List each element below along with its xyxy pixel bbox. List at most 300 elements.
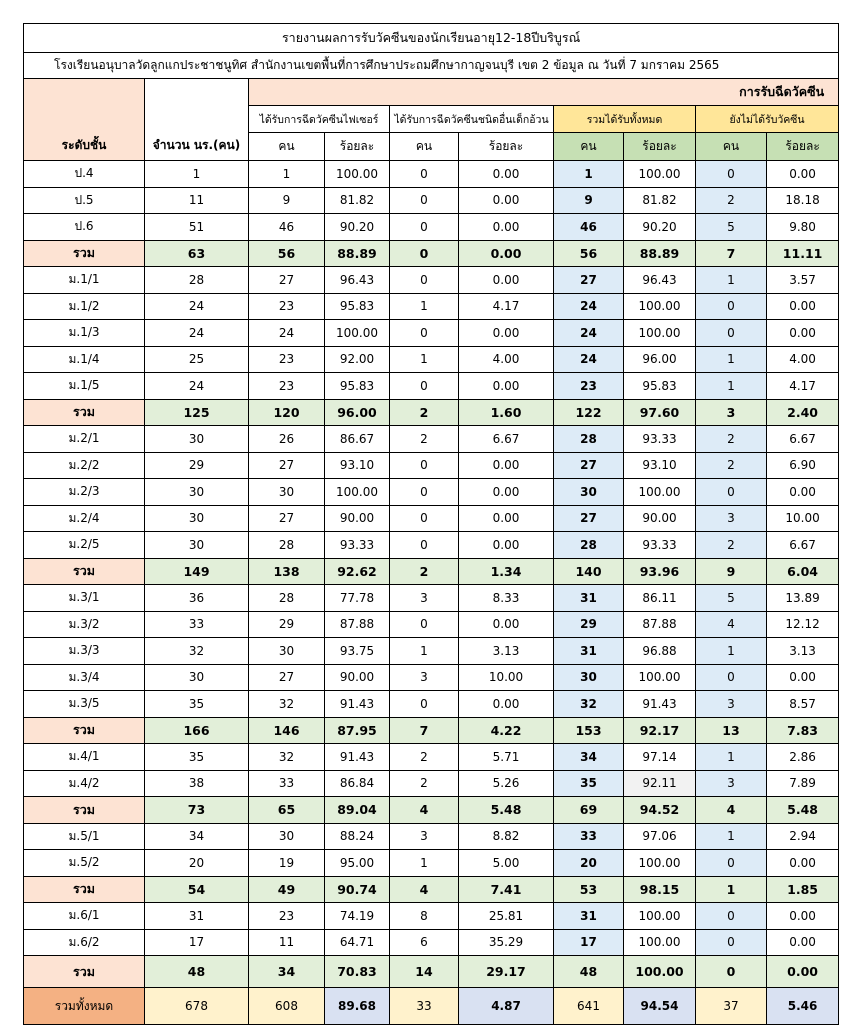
students-cell: 166	[145, 717, 249, 744]
other-percent-cell: 10.00	[459, 664, 554, 691]
not-count-cell: 3	[696, 505, 767, 532]
total-percent-cell: 87.88	[624, 611, 696, 638]
table-row	[24, 903, 839, 930]
total-count-cell: 31	[554, 638, 624, 665]
level-cell: รวม	[24, 558, 145, 585]
pfizer-percent-cell: 91.43	[325, 744, 390, 771]
subtotal-row	[24, 240, 839, 267]
other-percent-cell: 8.82	[459, 823, 554, 850]
table-row	[24, 346, 839, 373]
not-percent-cell: 12.12	[767, 611, 839, 638]
pfizer-count-cell: 28	[249, 532, 325, 559]
other-percent-cell: 1.60	[459, 399, 554, 426]
total-percent-cell: 97.06	[624, 823, 696, 850]
not-percent-cell: 11.11	[767, 240, 839, 267]
total-count-cell: 9	[554, 187, 624, 214]
pfizer-percent-cell: 86.67	[325, 426, 390, 453]
not-percent-cell: 10.00	[767, 505, 839, 532]
table-row	[24, 691, 839, 718]
students-cell: 48	[145, 956, 249, 988]
students-cell: 38	[145, 770, 249, 797]
total-percent-cell: 88.89	[624, 240, 696, 267]
subtotal-row	[24, 399, 839, 426]
report-title: รายงานผลการรับวัคซีนของนักเรียนอายุ12-18ปีบริบูรณ์	[24, 24, 839, 53]
other-count-cell: 4	[390, 797, 459, 824]
students-cell: 17	[145, 929, 249, 956]
other-count-cell: 0	[390, 187, 459, 214]
level-cell: ม.1/1	[24, 267, 145, 294]
other-count-cell: 0	[390, 240, 459, 267]
not-count-cell: 3	[696, 691, 767, 718]
level-cell: ม.6/2	[24, 929, 145, 956]
not-percent-cell: 3.13	[767, 638, 839, 665]
pfizer-percent-cell: 91.43	[325, 691, 390, 718]
pfizer-percent-cell: 93.75	[325, 638, 390, 665]
other-percent-cell: 6.67	[459, 426, 554, 453]
level-cell: รวม	[24, 956, 145, 988]
total-count-cell: 24	[554, 293, 624, 320]
pfizer-percent-cell: 100.00	[325, 320, 390, 347]
level-cell: ม.6/1	[24, 903, 145, 930]
total-count-cell: 48	[554, 956, 624, 988]
not-count-cell: 0	[696, 929, 767, 956]
pfizer-count-cell: 27	[249, 267, 325, 294]
pfizer-count-cell: 19	[249, 850, 325, 877]
other-count-cell: 2	[390, 558, 459, 585]
total-count-cell: 17	[554, 929, 624, 956]
other-count-cell: 4	[390, 876, 459, 903]
grand-students-cell: 678	[145, 988, 249, 1025]
students-cell: 30	[145, 532, 249, 559]
header-pfizer-percent: ร้อยละ	[325, 133, 390, 161]
pfizer-percent-cell: 100.00	[325, 479, 390, 506]
total-count-cell: 24	[554, 320, 624, 347]
other-percent-cell: 0.00	[459, 373, 554, 400]
pfizer-percent-cell: 74.19	[325, 903, 390, 930]
total-count-cell: 27	[554, 452, 624, 479]
pfizer-count-cell: 30	[249, 823, 325, 850]
grand-other-percent-cell: 4.87	[459, 988, 554, 1025]
table-row	[24, 770, 839, 797]
not-percent-cell: 7.89	[767, 770, 839, 797]
students-cell: 125	[145, 399, 249, 426]
other-count-cell: 7	[390, 717, 459, 744]
pfizer-percent-cell: 64.71	[325, 929, 390, 956]
other-percent-cell: 0.00	[459, 240, 554, 267]
total-percent-cell: 96.43	[624, 267, 696, 294]
grand-total-row	[24, 988, 839, 1025]
other-percent-cell: 7.41	[459, 876, 554, 903]
level-cell: ม.2/4	[24, 505, 145, 532]
not-percent-cell: 2.94	[767, 823, 839, 850]
total-count-cell: 29	[554, 611, 624, 638]
pfizer-percent-cell: 92.62	[325, 558, 390, 585]
pfizer-count-cell: 32	[249, 744, 325, 771]
level-cell: ม.4/2	[24, 770, 145, 797]
students-cell: 11	[145, 187, 249, 214]
total-percent-cell: 100.00	[624, 293, 696, 320]
subtotal-row	[24, 876, 839, 903]
pfizer-count-cell: 49	[249, 876, 325, 903]
pfizer-percent-cell: 96.43	[325, 267, 390, 294]
pfizer-count-cell: 28	[249, 585, 325, 612]
table-row	[24, 823, 839, 850]
header-total-percent: ร้อยละ	[624, 133, 696, 161]
pfizer-count-cell: 56	[249, 240, 325, 267]
not-count-cell: 0	[696, 956, 767, 988]
not-count-cell: 4	[696, 611, 767, 638]
pfizer-percent-cell: 93.10	[325, 452, 390, 479]
not-percent-cell: 0.00	[767, 479, 839, 506]
not-percent-cell: 2.86	[767, 744, 839, 771]
students-cell: 63	[145, 240, 249, 267]
other-percent-cell: 5.00	[459, 850, 554, 877]
not-count-cell: 1	[696, 373, 767, 400]
not-percent-cell: 6.04	[767, 558, 839, 585]
students-cell: 33	[145, 611, 249, 638]
grand-level-cell: รวมทั้งหมด	[24, 988, 145, 1025]
not-count-cell: 2	[696, 426, 767, 453]
students-cell: 35	[145, 691, 249, 718]
table-row	[24, 744, 839, 771]
total-count-cell: 32	[554, 691, 624, 718]
other-count-cell: 1	[390, 346, 459, 373]
other-percent-cell: 29.17	[459, 956, 554, 988]
other-count-cell: 1	[390, 293, 459, 320]
total-count-cell: 53	[554, 876, 624, 903]
not-count-cell: 0	[696, 903, 767, 930]
table-row	[24, 850, 839, 877]
subtotal-row	[24, 956, 839, 988]
pfizer-percent-cell: 96.00	[325, 399, 390, 426]
students-cell: 29	[145, 452, 249, 479]
other-count-cell: 0	[390, 691, 459, 718]
report-subtitle: โรงเรียนอนุบาลวัดลูกแกประชาชนูทิศ สำนักงานเขตพื้นที่การศึกษาประถมศึกษากาญจนบุรี เขต 2 ข้อมูล ณ วันที่ 7 มกราคม 2565	[24, 53, 839, 79]
not-percent-cell: 0.00	[767, 293, 839, 320]
level-cell: รวม	[24, 876, 145, 903]
students-cell: 30	[145, 664, 249, 691]
not-percent-cell: 4.17	[767, 373, 839, 400]
header-pfizer: ได้รับการฉีดวัคซีนไฟเซอร์	[249, 106, 390, 133]
total-percent-cell: 96.00	[624, 346, 696, 373]
table-row	[24, 479, 839, 506]
level-cell: ม.1/2	[24, 293, 145, 320]
other-percent-cell: 0.00	[459, 505, 554, 532]
other-count-cell: 6	[390, 929, 459, 956]
not-count-cell: 0	[696, 293, 767, 320]
total-percent-cell: 100.00	[624, 929, 696, 956]
total-count-cell: 24	[554, 346, 624, 373]
total-percent-cell: 100.00	[624, 320, 696, 347]
students-cell: 28	[145, 267, 249, 294]
other-percent-cell: 4.17	[459, 293, 554, 320]
total-count-cell: 27	[554, 505, 624, 532]
pfizer-count-cell: 27	[249, 452, 325, 479]
not-count-cell: 1	[696, 267, 767, 294]
other-percent-cell: 5.48	[459, 797, 554, 824]
total-percent-cell: 100.00	[624, 956, 696, 988]
total-percent-cell: 86.11	[624, 585, 696, 612]
other-count-cell: 0	[390, 267, 459, 294]
total-percent-cell: 92.17	[624, 717, 696, 744]
pfizer-percent-cell: 86.84	[325, 770, 390, 797]
not-count-cell: 0	[696, 479, 767, 506]
not-count-cell: 1	[696, 638, 767, 665]
other-count-cell: 8	[390, 903, 459, 930]
total-count-cell: 23	[554, 373, 624, 400]
other-count-cell: 0	[390, 373, 459, 400]
total-count-cell: 31	[554, 903, 624, 930]
header-not-vaccinated: ยังไม่ได้รับวัคซีน	[696, 106, 839, 133]
other-percent-cell: 5.26	[459, 770, 554, 797]
total-count-cell: 35	[554, 770, 624, 797]
table-row	[24, 426, 839, 453]
level-cell: รวม	[24, 240, 145, 267]
not-count-cell: 1	[696, 744, 767, 771]
level-cell: ม.2/5	[24, 532, 145, 559]
other-percent-cell: 25.81	[459, 903, 554, 930]
table-row	[24, 320, 839, 347]
not-count-cell: 1	[696, 346, 767, 373]
pfizer-percent-cell: 100.00	[325, 161, 390, 188]
level-cell: ม.3/3	[24, 638, 145, 665]
pfizer-count-cell: 30	[249, 479, 325, 506]
students-cell: 30	[145, 505, 249, 532]
pfizer-percent-cell: 90.20	[325, 214, 390, 241]
subtotal-row	[24, 797, 839, 824]
other-percent-cell: 4.22	[459, 717, 554, 744]
not-percent-cell: 7.83	[767, 717, 839, 744]
total-percent-cell: 96.88	[624, 638, 696, 665]
not-percent-cell: 3.57	[767, 267, 839, 294]
not-count-cell: 4	[696, 797, 767, 824]
level-cell: ม.5/2	[24, 850, 145, 877]
grand-total-percent-cell: 94.54	[624, 988, 696, 1025]
table-row	[24, 267, 839, 294]
level-cell: ม.3/1	[24, 585, 145, 612]
other-percent-cell: 4.00	[459, 346, 554, 373]
pfizer-percent-cell: 88.24	[325, 823, 390, 850]
level-cell: ป.4	[24, 161, 145, 188]
not-percent-cell: 2.40	[767, 399, 839, 426]
table-row	[24, 452, 839, 479]
level-cell: รวม	[24, 797, 145, 824]
not-percent-cell: 0.00	[767, 956, 839, 988]
total-count-cell: 69	[554, 797, 624, 824]
total-percent-cell: 94.52	[624, 797, 696, 824]
table-row	[24, 611, 839, 638]
pfizer-percent-cell: 87.88	[325, 611, 390, 638]
other-percent-cell: 3.13	[459, 638, 554, 665]
other-count-cell: 1	[390, 850, 459, 877]
not-percent-cell: 1.85	[767, 876, 839, 903]
header-pfizer-person: คน	[249, 133, 325, 161]
pfizer-count-cell: 9	[249, 187, 325, 214]
pfizer-count-cell: 32	[249, 691, 325, 718]
total-count-cell: 122	[554, 399, 624, 426]
students-cell: 24	[145, 373, 249, 400]
total-percent-cell: 91.43	[624, 691, 696, 718]
total-count-cell: 27	[554, 267, 624, 294]
not-count-cell: 0	[696, 850, 767, 877]
pfizer-percent-cell: 81.82	[325, 187, 390, 214]
total-percent-cell: 97.14	[624, 744, 696, 771]
total-percent-cell: 93.96	[624, 558, 696, 585]
pfizer-count-cell: 23	[249, 346, 325, 373]
total-count-cell: 28	[554, 426, 624, 453]
level-cell: ม.2/2	[24, 452, 145, 479]
pfizer-count-cell: 34	[249, 956, 325, 988]
table-row	[24, 664, 839, 691]
pfizer-count-cell: 146	[249, 717, 325, 744]
pfizer-percent-cell: 90.74	[325, 876, 390, 903]
not-percent-cell: 8.57	[767, 691, 839, 718]
vaccination-report	[23, 23, 839, 1025]
not-count-cell: 0	[696, 664, 767, 691]
level-cell: ม.1/5	[24, 373, 145, 400]
not-percent-cell: 13.89	[767, 585, 839, 612]
total-percent-cell: 100.00	[624, 664, 696, 691]
total-percent-cell: 100.00	[624, 850, 696, 877]
pfizer-percent-cell: 89.04	[325, 797, 390, 824]
other-percent-cell: 0.00	[459, 452, 554, 479]
pfizer-percent-cell: 88.89	[325, 240, 390, 267]
table-row	[24, 373, 839, 400]
not-count-cell: 1	[696, 823, 767, 850]
other-percent-cell: 0.00	[459, 214, 554, 241]
level-cell: รวม	[24, 399, 145, 426]
pfizer-count-cell: 11	[249, 929, 325, 956]
students-cell: 1	[145, 161, 249, 188]
grand-not-percent-cell: 5.46	[767, 988, 839, 1025]
not-count-cell: 3	[696, 399, 767, 426]
pfizer-count-cell: 1	[249, 161, 325, 188]
other-count-cell: 0	[390, 505, 459, 532]
students-cell: 30	[145, 426, 249, 453]
not-percent-cell: 0.00	[767, 664, 839, 691]
total-count-cell: 1	[554, 161, 624, 188]
header-injection: การรับฉีดวัคซีน	[249, 79, 839, 106]
total-count-cell: 30	[554, 479, 624, 506]
total-count-cell: 56	[554, 240, 624, 267]
grand-pfizer-count-cell: 608	[249, 988, 325, 1025]
subtotal-row	[24, 558, 839, 585]
total-count-cell: 34	[554, 744, 624, 771]
level-cell: ม.3/5	[24, 691, 145, 718]
total-count-cell: 46	[554, 214, 624, 241]
pfizer-percent-cell: 93.33	[325, 532, 390, 559]
pfizer-percent-cell: 95.83	[325, 373, 390, 400]
level-cell: ป.5	[24, 187, 145, 214]
total-percent-cell: 81.82	[624, 187, 696, 214]
other-percent-cell: 0.00	[459, 187, 554, 214]
total-percent-cell: 90.00	[624, 505, 696, 532]
level-cell: ม.3/4	[24, 664, 145, 691]
not-percent-cell: 18.18	[767, 187, 839, 214]
students-cell: 24	[145, 293, 249, 320]
header-other-person: คน	[390, 133, 459, 161]
students-cell: 25	[145, 346, 249, 373]
students-cell: 31	[145, 903, 249, 930]
other-count-cell: 2	[390, 399, 459, 426]
level-cell: ม.5/1	[24, 823, 145, 850]
level-cell: รวม	[24, 717, 145, 744]
other-count-cell: 3	[390, 823, 459, 850]
students-cell: 32	[145, 638, 249, 665]
not-count-cell: 13	[696, 717, 767, 744]
not-percent-cell: 0.00	[767, 929, 839, 956]
pfizer-percent-cell: 90.00	[325, 505, 390, 532]
students-cell: 35	[145, 744, 249, 771]
not-percent-cell: 4.00	[767, 346, 839, 373]
not-count-cell: 1	[696, 876, 767, 903]
subtotal-row	[24, 717, 839, 744]
pfizer-percent-cell: 77.78	[325, 585, 390, 612]
pfizer-count-cell: 23	[249, 373, 325, 400]
not-count-cell: 5	[696, 585, 767, 612]
other-percent-cell: 35.29	[459, 929, 554, 956]
grand-not-count-cell: 37	[696, 988, 767, 1025]
grand-other-count-cell: 33	[390, 988, 459, 1025]
header-not-percent: ร้อยละ	[767, 133, 839, 161]
pfizer-percent-cell: 90.00	[325, 664, 390, 691]
other-count-cell: 2	[390, 744, 459, 771]
not-percent-cell: 0.00	[767, 320, 839, 347]
not-percent-cell: 0.00	[767, 850, 839, 877]
total-count-cell: 20	[554, 850, 624, 877]
pfizer-count-cell: 23	[249, 293, 325, 320]
other-percent-cell: 5.71	[459, 744, 554, 771]
header-not-person: คน	[696, 133, 767, 161]
pfizer-count-cell: 138	[249, 558, 325, 585]
pfizer-percent-cell: 95.00	[325, 850, 390, 877]
level-cell: ม.2/1	[24, 426, 145, 453]
total-percent-cell: 97.60	[624, 399, 696, 426]
other-percent-cell: 0.00	[459, 479, 554, 506]
pfizer-count-cell: 23	[249, 903, 325, 930]
total-percent-cell: 90.20	[624, 214, 696, 241]
total-percent-cell: 100.00	[624, 479, 696, 506]
other-count-cell: 0	[390, 452, 459, 479]
other-count-cell: 0	[390, 532, 459, 559]
pfizer-percent-cell: 70.83	[325, 956, 390, 988]
header-other-percent: ร้อยละ	[459, 133, 554, 161]
table-row	[24, 214, 839, 241]
other-count-cell: 14	[390, 956, 459, 988]
total-count-cell: 28	[554, 532, 624, 559]
pfizer-count-cell: 27	[249, 664, 325, 691]
header-other: ได้รับการฉีดวัคซีนชนิดอื่นเด็กอ้วน	[390, 106, 554, 133]
vaccination-table	[23, 23, 839, 1025]
other-count-cell: 1	[390, 638, 459, 665]
students-cell: 20	[145, 850, 249, 877]
total-percent-cell: 95.83	[624, 373, 696, 400]
level-cell: ม.2/3	[24, 479, 145, 506]
other-count-cell: 0	[390, 320, 459, 347]
level-cell: ม.4/1	[24, 744, 145, 771]
pfizer-count-cell: 33	[249, 770, 325, 797]
level-cell: ม.1/4	[24, 346, 145, 373]
not-count-cell: 2	[696, 532, 767, 559]
not-count-cell: 2	[696, 452, 767, 479]
total-percent-cell: 93.33	[624, 532, 696, 559]
not-percent-cell: 0.00	[767, 903, 839, 930]
other-count-cell: 3	[390, 664, 459, 691]
pfizer-count-cell: 26	[249, 426, 325, 453]
other-percent-cell: 0.00	[459, 611, 554, 638]
pfizer-count-cell: 29	[249, 611, 325, 638]
table-row	[24, 293, 839, 320]
